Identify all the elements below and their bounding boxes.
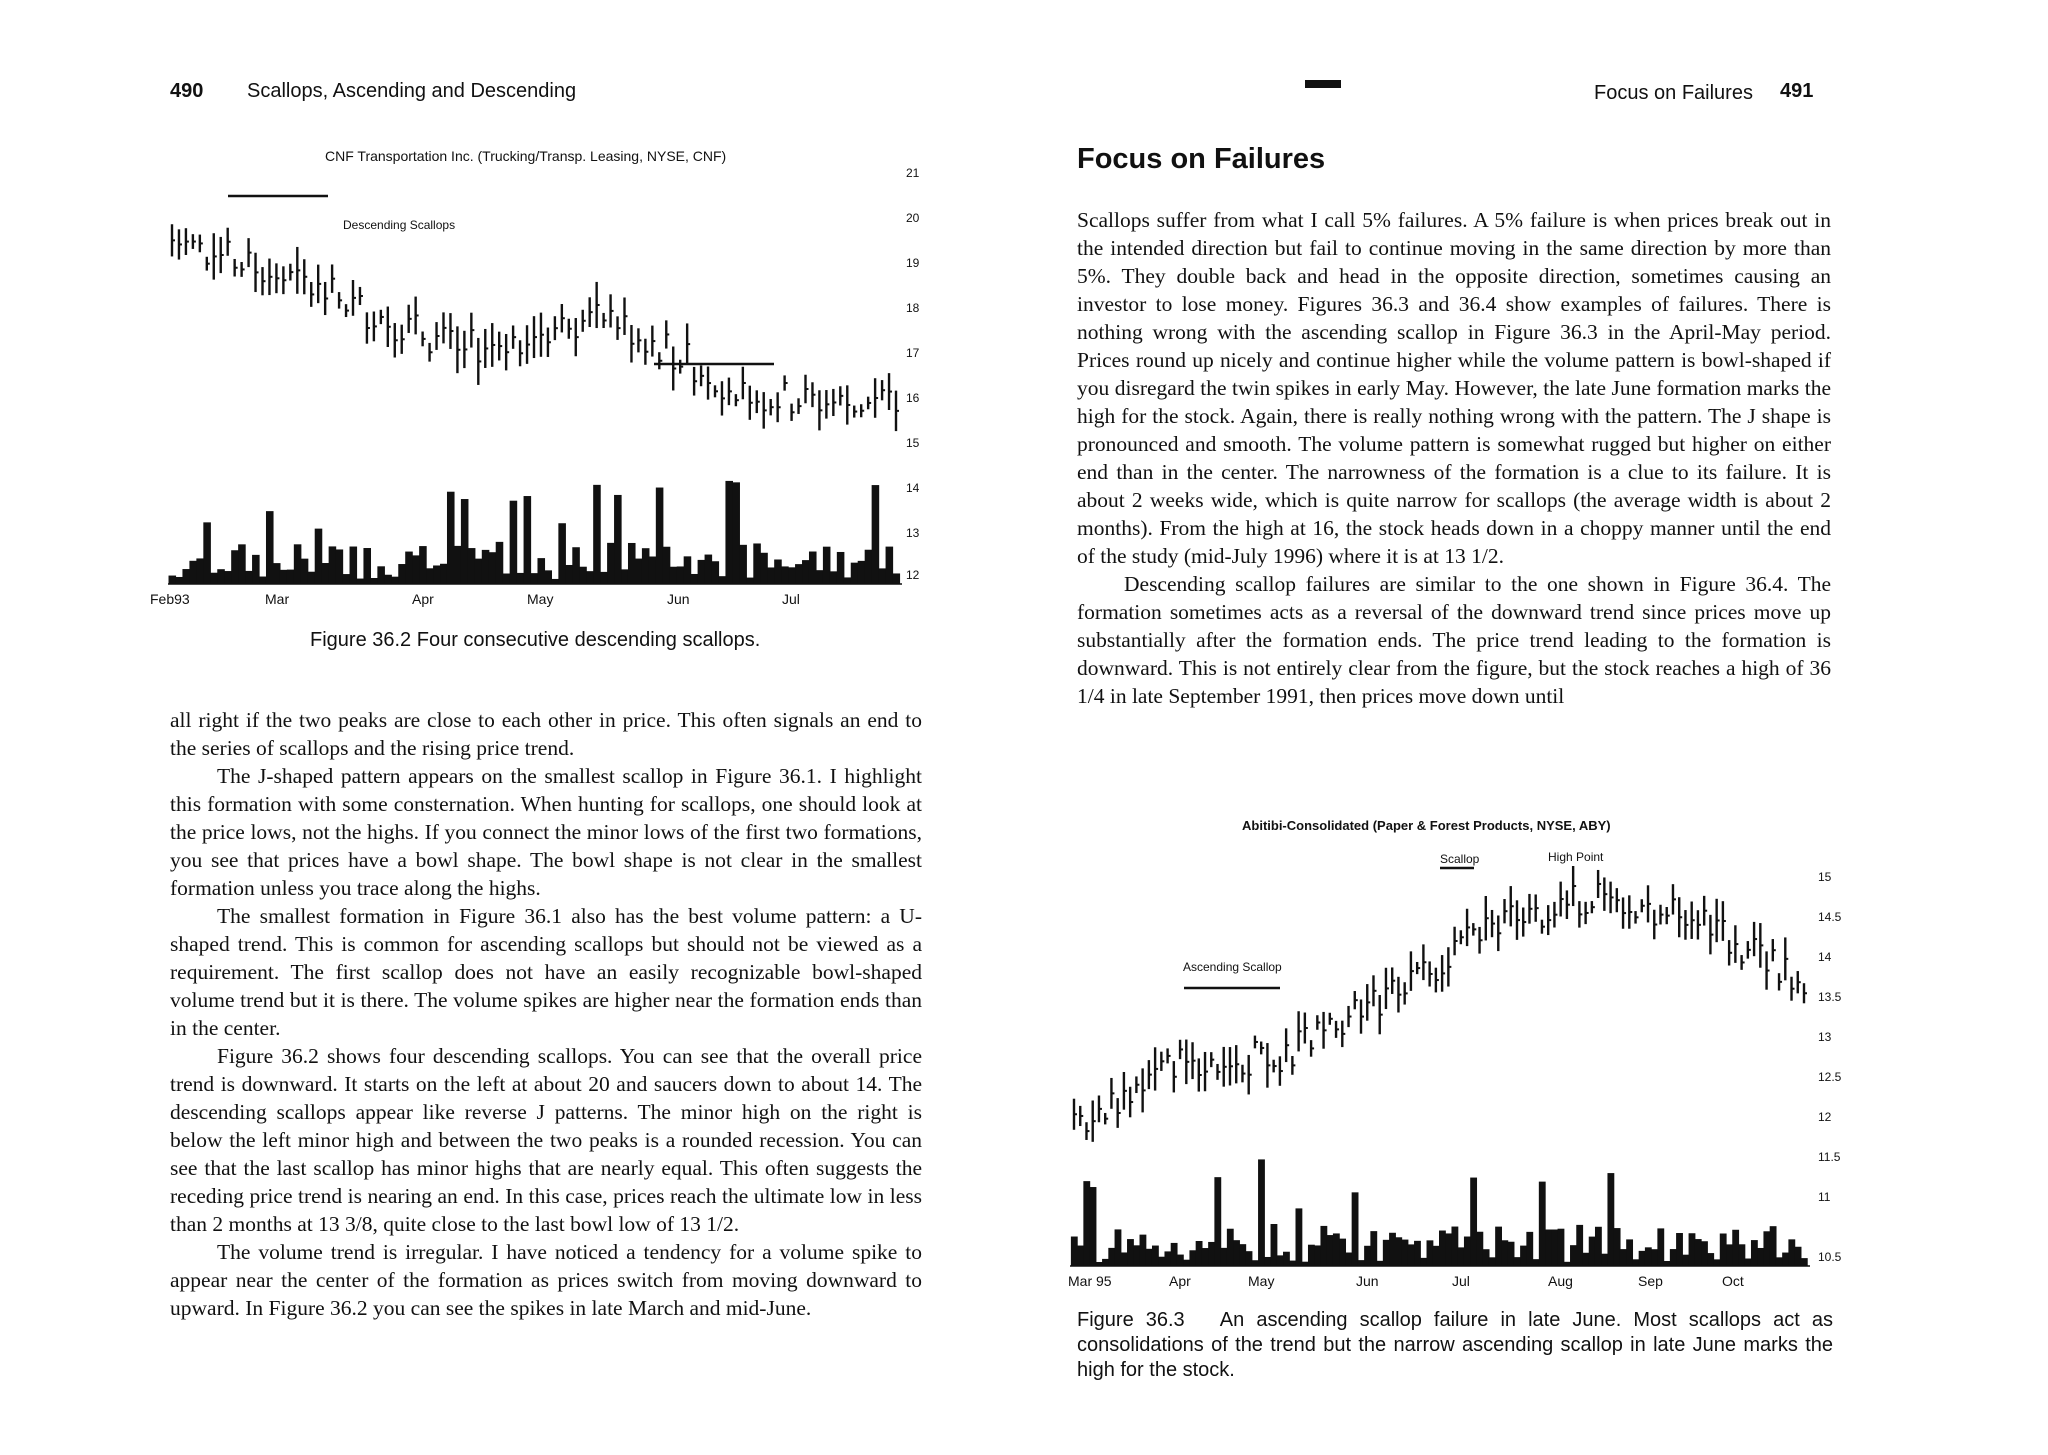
- y-tick: 15: [906, 436, 920, 450]
- volume-bar: [753, 543, 761, 584]
- left-running-head: Scallops, Ascending and Descending: [247, 80, 577, 102]
- volume-bar: [1595, 1227, 1602, 1266]
- volume-bar: [363, 548, 371, 584]
- left-body-text: [170, 706, 922, 1322]
- volume-bar: [572, 547, 580, 584]
- volume-bar: [1551, 1230, 1558, 1266]
- volume-bar: [169, 576, 177, 584]
- volume-bar: [245, 571, 253, 584]
- volume-bar: [377, 566, 385, 584]
- volume-bar: [287, 570, 295, 584]
- volume-bar: [1682, 1255, 1689, 1266]
- volume-bar: [1283, 1252, 1290, 1266]
- volume-bar: [1589, 1237, 1596, 1266]
- chart-annotation-scallop: Scallop: [1440, 852, 1480, 866]
- volume-bar: [1189, 1250, 1196, 1266]
- y-tick: 18: [906, 301, 920, 315]
- volume-bar: [440, 564, 448, 584]
- volume-bar: [210, 573, 218, 584]
- volume-bar: [1077, 1246, 1084, 1266]
- volume-bar: [1583, 1253, 1590, 1266]
- volume-bar: [767, 567, 775, 584]
- volume-bar: [1651, 1249, 1658, 1266]
- volume-bar: [1377, 1261, 1384, 1266]
- paragraph: Descending scallop failures are similar to the one shown in Figure 36.4. The formation sometimes acts as a reversal of the downward trend since prices move up substantially after the formation ends. The price trend leading to the formation is downward. This is not entirely clear from the figure, but the stock reaches a high of 36 1/4 in late September 1991, then prices move down until: [1077, 572, 1831, 708]
- left-y-axis-ticks: [906, 160, 930, 590]
- volume-bar: [830, 571, 838, 584]
- y-tick: 14: [906, 481, 920, 495]
- volume-bar: [544, 570, 552, 584]
- volume-bar: [336, 549, 344, 584]
- volume-bar: [1370, 1231, 1377, 1266]
- volume-bar: [433, 565, 441, 584]
- volume-bar: [739, 545, 747, 584]
- paragraph: Figure 36.2 shows four descending scallops. You can see that the overall price trend is downward. It starts on the left at about 20 and saucers down to about 14. The descending scallops appear like reverse J patterns. The minor high on the right is below the left minor high and between the two peaks is a rounded recession. You can see that the last scallop has minor highs that are nearly equal. This often suggests the receding price trend is nearing an end. In this case, prices reach the ultimate low in less than 2 months at 13 3/8, quite close to the last bowl low of 13 1/2.: [170, 1044, 922, 1236]
- volume-bar: [781, 566, 789, 584]
- volume-bar: [1632, 1259, 1639, 1266]
- y-tick: 11.5: [1818, 1150, 1841, 1164]
- left-chart-annotation: Descending Scallops: [343, 218, 456, 232]
- volume-bar: [1102, 1259, 1109, 1266]
- right-running-head: Focus on Failures: [1594, 82, 1753, 104]
- volume-bar: [1389, 1233, 1396, 1266]
- left-page-number: 490: [170, 80, 204, 102]
- volume-bar: [551, 579, 559, 584]
- volume-bar: [315, 529, 323, 584]
- volume-bar: [802, 560, 810, 584]
- left-chart-title: CNF Transportation Inc. (Trucking/Transp. Leasing, NYSE, CNF): [325, 148, 727, 164]
- right-chart: [1060, 838, 1820, 1270]
- volume-bar: [1695, 1239, 1702, 1266]
- volume-bar: [419, 546, 427, 584]
- right-page-number: 491: [1780, 80, 1814, 102]
- volume-bar: [412, 555, 420, 584]
- left-chart: [160, 160, 920, 588]
- volume-bar: [1476, 1232, 1483, 1266]
- volume-bar: [865, 550, 873, 584]
- volume-bar: [322, 563, 330, 584]
- paragraph: Scallops suffer from what I call 5% failures. A 5% failure is when prices break out in the intended direction but fail to continue moving in the same direction by more than 5%. They double back and head in the opposite direction, sometimes causing an investor to lose money. Figures 36.3 and 36.4 show examples of failures. There is nothing wrong with the ascending scallop in Figure 36.3 in the April-May period. Prices round up nicely and continue higher while the volume pattern is bowl-shaped if you disregard the twin spikes in early May. However, the late June formation marks the high for the stock. Again, there is really nothing wrong with the pattern. The J shape is pronounced and smooth. The volume pattern is somewhat rugged but higher on either end than in the center. The narrowness of the formation is a clue to its failure. It is about 2 weeks wide, which is quite narrow for scallops (the average width is about 2 months). From the high at 16, the stock heads down in a choppy manner until the end of the study (mid-July 1996) where it is at 13 1/2.: [1077, 208, 1831, 568]
- volume-bar: [1770, 1226, 1777, 1266]
- volume-bar: [1277, 1255, 1284, 1266]
- volume-bar: [1657, 1228, 1664, 1266]
- x-tick: Oct: [1722, 1273, 1744, 1289]
- volume-bar: [329, 546, 337, 584]
- page-marker: [1305, 80, 1341, 88]
- volume-bar: [635, 559, 643, 584]
- volume-bar: [1164, 1251, 1171, 1266]
- x-tick: Mar 95: [1068, 1273, 1112, 1289]
- volume-bar: [537, 558, 545, 584]
- volume-bar: [565, 565, 573, 584]
- y-tick: 19: [906, 256, 920, 270]
- volume-bar: [844, 577, 852, 584]
- volume-bar: [1308, 1245, 1315, 1266]
- volume-bar: [663, 547, 671, 584]
- volume-bar: [1576, 1225, 1583, 1266]
- x-tick: May: [1248, 1273, 1275, 1289]
- volume-bar: [1314, 1245, 1321, 1266]
- volume-bar: [1108, 1248, 1115, 1266]
- volume-bar: [698, 560, 706, 584]
- volume-bar: [774, 559, 782, 584]
- volume-bar: [579, 567, 587, 584]
- y-tick: 20: [906, 211, 920, 225]
- volume-bar: [1714, 1259, 1721, 1266]
- volume-bar: [1676, 1233, 1683, 1266]
- volume-bar: [795, 564, 803, 584]
- y-tick: 12: [906, 568, 920, 582]
- volume-bar: [712, 561, 720, 584]
- volume-bar: [851, 563, 859, 584]
- volume-bar: [1607, 1173, 1614, 1266]
- volume-bar: [1570, 1245, 1577, 1266]
- volume-bar: [1776, 1257, 1783, 1266]
- volume-bar: [1427, 1240, 1434, 1266]
- y-tick: 13: [1818, 1030, 1832, 1044]
- y-tick: 21: [906, 166, 920, 180]
- volume-bar: [1140, 1235, 1147, 1266]
- volume-bar: [788, 567, 796, 584]
- left-x-axis-ticks: [150, 591, 810, 609]
- volume-bar: [607, 543, 615, 584]
- volume-bar: [350, 547, 358, 584]
- volume-bar: [1221, 1248, 1228, 1266]
- volume-bar: [1639, 1251, 1646, 1266]
- volume-bar: [628, 543, 636, 584]
- volume-bar: [1358, 1260, 1365, 1266]
- right-chart-title: Abitibi-Consolidated (Paper & Forest Products, NYSE, ABY): [1242, 818, 1611, 833]
- y-tick: 15: [1818, 870, 1832, 884]
- right-y-axis-ticks: [1818, 870, 1848, 1270]
- volume-bar: [725, 481, 733, 584]
- chart-annotation-ascending: Ascending Scallop: [1183, 960, 1282, 974]
- volume-bar: [1408, 1244, 1415, 1266]
- x-tick: Sep: [1638, 1273, 1663, 1289]
- volume-bar: [1738, 1244, 1745, 1266]
- volume-bar: [1620, 1249, 1627, 1266]
- right-figure-caption: [1077, 1308, 1833, 1383]
- volume-bar: [691, 574, 699, 584]
- volume-bar: [1227, 1229, 1234, 1266]
- volume-bar: [872, 485, 880, 584]
- volume-bar: [1233, 1240, 1240, 1266]
- volume-bar: [1177, 1255, 1184, 1266]
- volume-bar: [454, 546, 462, 584]
- volume-bar: [1745, 1259, 1752, 1266]
- volume-bar: [1451, 1227, 1458, 1266]
- x-tick: May: [527, 591, 554, 607]
- volume-bar: [621, 569, 629, 584]
- volume-bar: [1071, 1237, 1078, 1266]
- volume-bar: [1508, 1242, 1515, 1266]
- x-tick: Feb93: [150, 591, 190, 607]
- volume-bar: [489, 552, 497, 584]
- y-tick: 13.5: [1818, 990, 1842, 1004]
- volume-bar: [391, 577, 399, 584]
- volume-bar: [1645, 1247, 1652, 1266]
- volume-bar: [642, 548, 650, 584]
- y-tick: 11: [1818, 1190, 1831, 1204]
- volume-bar: [1751, 1240, 1758, 1266]
- volume-bar: [1626, 1239, 1633, 1266]
- volume-bar: [586, 571, 594, 584]
- volume-bar: [1801, 1258, 1808, 1266]
- volume-bar: [1545, 1230, 1552, 1266]
- volume-bar: [1127, 1239, 1134, 1266]
- volume-bar: [531, 573, 539, 584]
- volume-bar: [1152, 1246, 1159, 1266]
- section-title: Focus on Failures: [1077, 143, 1326, 175]
- x-tick: Jun: [667, 591, 690, 607]
- volume-bar: [252, 555, 260, 584]
- volume-bar: [238, 544, 246, 584]
- paragraph: The volume trend is irregular. I have noticed a tendency for a volume spike to appear near the center of the formation as prices switch from moving downward to upward. In Figure 36.2 you can see the spikes in late March and mid-June.: [170, 1240, 922, 1320]
- x-tick: Apr: [412, 591, 434, 607]
- volume-bar: [1083, 1181, 1090, 1266]
- right-x-axis-ticks: [1068, 1273, 1768, 1291]
- volume-bar: [893, 573, 901, 584]
- volume-bar: [1239, 1244, 1246, 1266]
- volume-bar: [558, 523, 566, 584]
- volume-bar: [1339, 1239, 1346, 1266]
- volume-bar: [746, 578, 754, 584]
- volume-bar: [1295, 1208, 1302, 1266]
- volume-bar: [1383, 1240, 1390, 1266]
- volume-bar: [1788, 1239, 1795, 1266]
- volume-bar: [886, 547, 894, 584]
- y-tick: 16: [906, 391, 920, 405]
- volume-bar: [1495, 1227, 1502, 1266]
- volume-bar: [273, 563, 281, 584]
- volume-bar: [649, 557, 657, 584]
- volume-bar: [524, 496, 532, 584]
- volume-bar: [614, 495, 622, 584]
- volume-bar: [1208, 1242, 1215, 1266]
- volume-bar: [1439, 1231, 1446, 1266]
- volume-bar: [231, 550, 239, 584]
- paragraph: all right if the two peaks are close to each other in price. This often signals an end to the series of scallops and the rising price trend.: [170, 708, 922, 760]
- volume-bar: [1352, 1192, 1359, 1266]
- volume-bar: [356, 579, 364, 584]
- volume-bar: [1470, 1178, 1477, 1266]
- volume-bar: [1183, 1260, 1190, 1266]
- volume-bar: [809, 552, 817, 584]
- x-tick: Jul: [782, 591, 800, 607]
- volume-bar: [294, 544, 302, 584]
- paragraph: The smallest formation in Figure 36.1 also has the best volume pattern: a U-shaped trend. This is common for ascending scallops but should not be viewed as a requirement. The first scallop does not have an easily recognizable bowl-shaped volume trend but it is there. The volume spikes are higher near the formation ends than in the center.: [170, 904, 922, 1040]
- volume-bar: [1158, 1257, 1165, 1266]
- y-tick: 14.5: [1818, 910, 1842, 924]
- volume-bar: [1264, 1257, 1271, 1266]
- volume-bar: [196, 558, 204, 584]
- volume-bar: [475, 559, 483, 584]
- volume-bar: [1726, 1244, 1733, 1266]
- volume-bar: [224, 571, 232, 584]
- volume-bar: [1345, 1253, 1352, 1266]
- volume-bar: [405, 552, 413, 584]
- x-tick: Jul: [1452, 1273, 1470, 1289]
- volume-bar: [879, 568, 887, 584]
- volume-bar: [1795, 1247, 1802, 1266]
- volume-bar: [1395, 1237, 1402, 1266]
- volume-bar: [1133, 1245, 1140, 1266]
- paragraph: The J-shaped pattern appears on the smallest scallop in Figure 36.1. I highlight this formation with some consternation. When hunting for scallops, one should look at the price lows, not the highs. If you connect the minor lows of the first two formations, you see that prices have a bowl shape. The bowl shape is not clear in the smallest formation unless you trace along the highs.: [170, 764, 922, 900]
- volume-bar: [677, 566, 685, 584]
- volume-bar: [259, 577, 267, 584]
- volume-bar: [1782, 1253, 1789, 1266]
- y-tick: 14: [1818, 950, 1832, 964]
- right-body-text: [1077, 206, 1831, 710]
- volume-bar: [684, 556, 692, 584]
- volume-bar: [600, 572, 608, 584]
- volume-bar: [1214, 1177, 1221, 1266]
- volume-bar: [1402, 1240, 1409, 1266]
- volume-bar: [266, 511, 274, 584]
- volume-bar: [705, 555, 713, 584]
- volume-bar: [718, 576, 726, 584]
- volume-bar: [1090, 1187, 1097, 1266]
- y-tick: 13: [906, 526, 920, 540]
- volume-bar: [1614, 1228, 1621, 1266]
- volume-bar: [468, 548, 476, 584]
- volume-bar: [1670, 1249, 1677, 1266]
- volume-bar: [1558, 1229, 1565, 1266]
- volume-bar: [1121, 1252, 1128, 1266]
- volume-bar: [1601, 1254, 1608, 1266]
- volume-bar: [656, 488, 664, 584]
- volume-bar: [1464, 1237, 1471, 1266]
- volume-bar: [1664, 1261, 1671, 1266]
- volume-bar: [398, 564, 406, 584]
- volume-bar: [461, 499, 469, 584]
- volume-bar: [510, 501, 518, 584]
- volume-bar: [203, 522, 211, 584]
- volume-bar: [384, 575, 392, 584]
- x-tick: Aug: [1548, 1273, 1573, 1289]
- volume-bar: [1520, 1246, 1527, 1266]
- volume-bar: [217, 569, 225, 584]
- volume-bar: [308, 572, 316, 584]
- y-tick: 17: [906, 346, 920, 360]
- volume-bar: [496, 542, 504, 584]
- volume-bar: [1445, 1233, 1452, 1266]
- chart-annotation-high-point: High Point: [1548, 850, 1604, 864]
- left-figure-caption: Figure 36.2 Four consecutive descending scallops.: [310, 629, 761, 651]
- volume-bar: [1533, 1259, 1540, 1266]
- volume-bar: [670, 567, 678, 584]
- volume-bar: [517, 573, 525, 584]
- volume-bar: [1458, 1247, 1465, 1266]
- volume-bar: [1246, 1251, 1253, 1266]
- volume-bar: [858, 561, 866, 584]
- volume-bar: [1115, 1229, 1122, 1266]
- volume-bar: [447, 492, 455, 584]
- volume-bar: [1258, 1159, 1265, 1266]
- volume-bar: [732, 482, 740, 584]
- volume-bar: [1689, 1233, 1696, 1266]
- volume-bar: [760, 553, 768, 584]
- volume-bar: [1146, 1249, 1153, 1266]
- volume-bar: [280, 570, 288, 584]
- volume-bar: [1514, 1257, 1521, 1266]
- y-tick: 10.5: [1818, 1250, 1842, 1264]
- volume-bar: [1420, 1258, 1427, 1266]
- volume-bar: [1757, 1248, 1764, 1266]
- volume-bar: [1333, 1233, 1340, 1266]
- volume-bar: [1289, 1261, 1296, 1266]
- figure-caption-label: Figure 36.3: [1077, 1309, 1185, 1331]
- volume-bar: [1483, 1249, 1490, 1266]
- x-tick: Mar: [265, 591, 290, 607]
- volume-bar: [1196, 1241, 1203, 1266]
- volume-bar: [1202, 1248, 1209, 1266]
- volume-bar: [1271, 1224, 1278, 1266]
- volume-bar: [1320, 1226, 1327, 1266]
- volume-bar: [1539, 1182, 1546, 1266]
- figure-caption-text: An ascending scallop failure in late June. Most scallops act as consolidations of the trend but the narrow ascending scallop in late June marks the high for the stock.: [1077, 1309, 1833, 1381]
- volume-bar: [1414, 1241, 1421, 1266]
- volume-bar: [1707, 1253, 1714, 1266]
- volume-bar: [1501, 1240, 1508, 1266]
- volume-bar: [593, 485, 601, 584]
- volume-bar: [1763, 1231, 1770, 1266]
- y-tick: 12.5: [1818, 1070, 1842, 1084]
- volume-bar: [1171, 1243, 1178, 1266]
- volume-bar: [175, 577, 183, 584]
- volume-bar: [182, 569, 190, 584]
- volume-bar: [1489, 1257, 1496, 1266]
- volume-bar: [837, 552, 845, 584]
- volume-bar: [1433, 1246, 1440, 1266]
- volume-bar: [370, 578, 378, 584]
- volume-bar: [1720, 1233, 1727, 1266]
- volume-bar: [1526, 1232, 1533, 1266]
- volume-bar: [426, 568, 434, 584]
- y-tick: 12: [1818, 1110, 1832, 1124]
- volume-bar: [816, 570, 824, 584]
- volume-bar: [823, 547, 831, 584]
- volume-bar: [1701, 1241, 1708, 1266]
- volume-bar: [1732, 1230, 1739, 1266]
- volume-bar: [1364, 1246, 1371, 1266]
- volume-bar: [482, 550, 490, 584]
- volume-bar: [189, 561, 197, 584]
- volume-bar: [343, 574, 351, 584]
- x-tick: Jun: [1356, 1273, 1379, 1289]
- volume-bar: [503, 574, 511, 584]
- volume-bar: [1327, 1235, 1334, 1266]
- x-tick: Apr: [1169, 1273, 1191, 1289]
- volume-bar: [301, 559, 309, 584]
- volume-bar: [1252, 1260, 1259, 1266]
